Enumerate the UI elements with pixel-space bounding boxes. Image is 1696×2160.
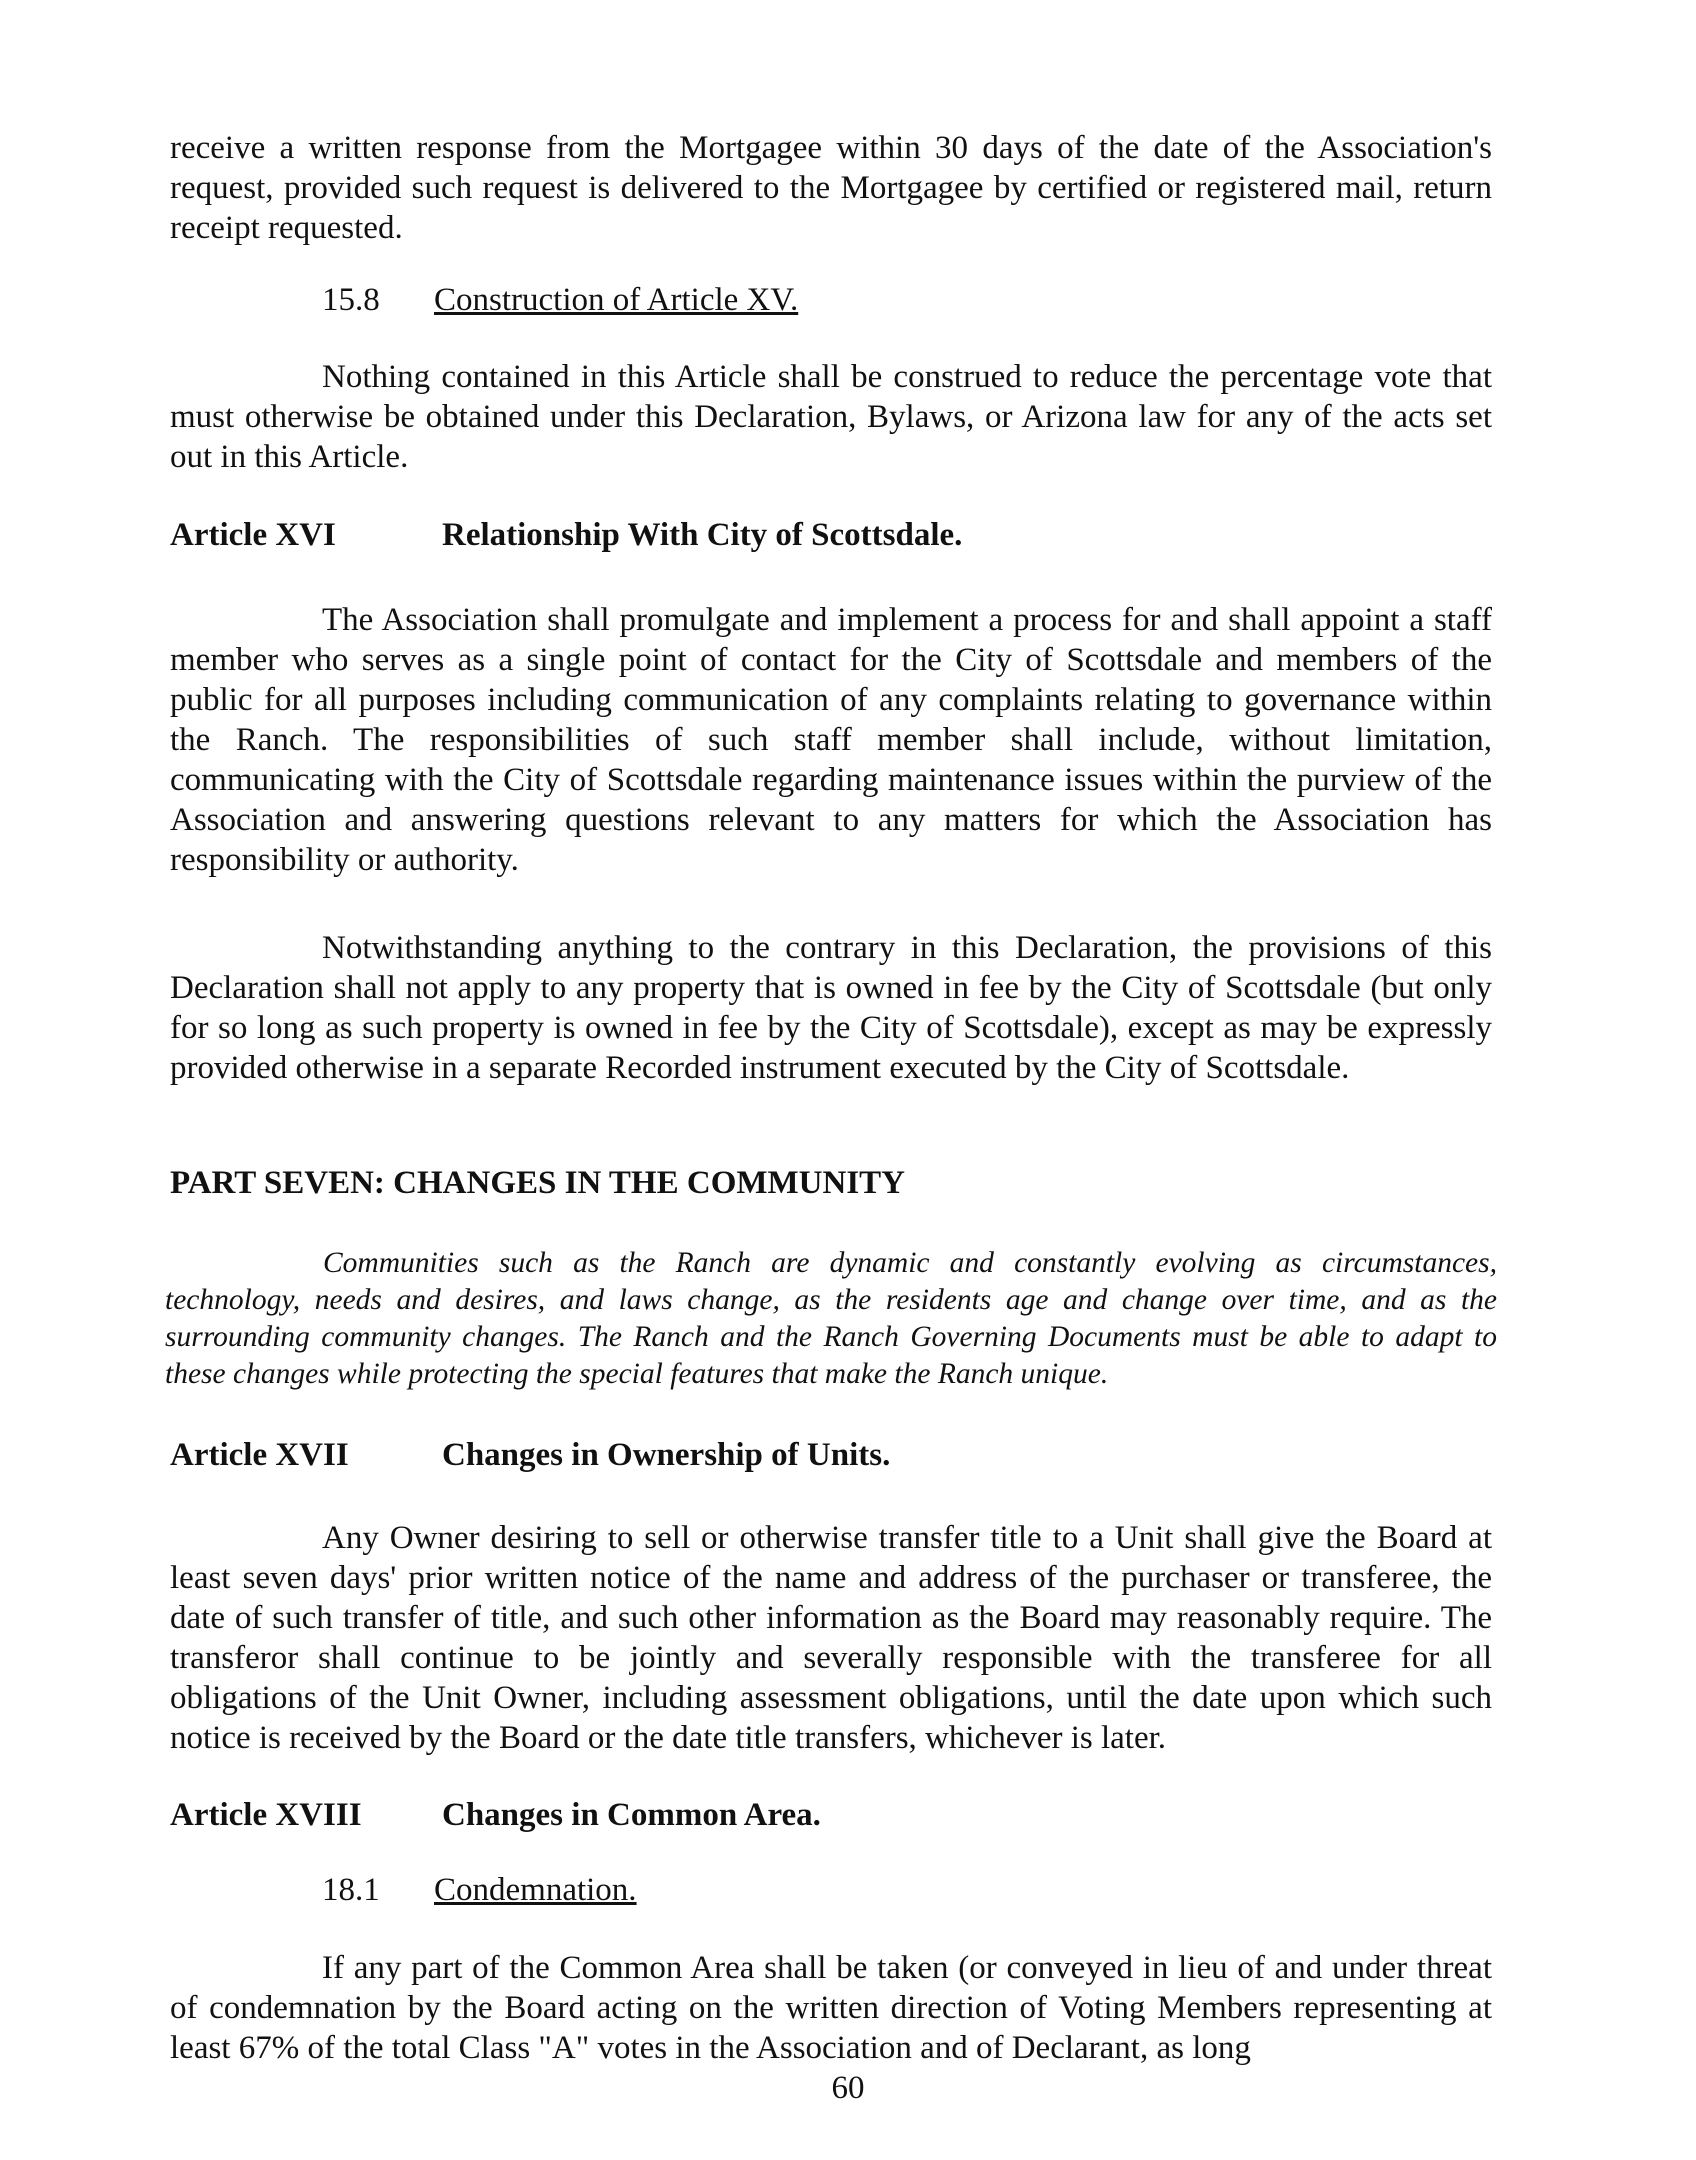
section-18-1-body: If any part of the Common Area shall be taken (or conveyed in lieu of and under threat of condemnation by the Board acting on the written direction of Voting Members representing at least 67% of the total Class "A" votes in the Association and of Declarant, as long bbox=[170, 1950, 1492, 2066]
article-xvi-paragraph-1: The Association shall promulgate and implement a process for and shall appoint a staff member who serves as a single point of contact for the City of Scottsdale and members of the public for all purposes including communication of any complaints relating to governance within the Ranch. The responsibilities of such staff member shall include, without limitation, communicating with the City of Scottsdale regarding maintenance issues within the purview of the Association and answering questions relevant to any matters for which the Association has responsibility or authority. bbox=[170, 602, 1492, 878]
section-number: 18.1 bbox=[322, 1872, 380, 1908]
section-18-1-heading bbox=[322, 1870, 637, 1910]
section-15-8-body: Nothing contained in this Article shall be construed to reduce the percentage vote that must otherwise be obtained under this Declaration, Bylaws, or Arizona law for any of the acts set out in this Article. bbox=[170, 359, 1492, 475]
article-title: Changes in Ownership of Units. bbox=[442, 1437, 891, 1473]
article-xvi-heading bbox=[170, 515, 962, 555]
section-15-8-heading bbox=[322, 280, 798, 320]
intro-paragraph: receive a written response from the Mortgagee within 30 days of the date of the Association's request, provided such request is delivered to the Mortgagee by certified or registered mail, return receipt requested. bbox=[170, 130, 1492, 246]
article-xviii-heading bbox=[170, 1795, 821, 1835]
article-label: Article XVIII bbox=[170, 1797, 362, 1833]
article-xvi-paragraph-2: Notwithstanding anything to the contrary in this Declaration, the provisions of this Declaration shall not apply to any property that is owned in fee by the City of Scottsdale (but only for so long as such property is owned in fee by the City of Scottsdale), except as may be expressly provided otherwise in a separate Recorded instrument executed by the City of Scottsdale. bbox=[170, 930, 1492, 1086]
article-xvii-body: Any Owner desiring to sell or otherwise transfer title to a Unit shall give the Board at least seven days' prior written notice of the name and address of the purchaser or transferee, the date of such transfer of title, and such other information as the Board may reasonably require. The transferor shall continue to be jointly and severally responsible with the transferee for all obligations of the Unit Owner, including assessment obligations, until the date upon which such notice is received by the Board or the date title transfers, whichever is later. bbox=[170, 1520, 1492, 1756]
article-xvii-heading bbox=[170, 1435, 890, 1475]
page-number: 60 bbox=[831, 2070, 865, 2106]
section-number: 15.8 bbox=[322, 282, 380, 318]
article-label: Article XVII bbox=[170, 1437, 349, 1473]
section-title: Condemnation. bbox=[434, 1872, 637, 1908]
section-title: Construction of Article XV. bbox=[434, 282, 799, 318]
part-seven-heading: PART SEVEN: CHANGES IN THE COMMUNITY bbox=[170, 1165, 906, 1201]
article-title: Changes in Common Area. bbox=[442, 1797, 821, 1833]
article-title: Relationship With City of Scottsdale. bbox=[442, 517, 963, 553]
part-seven-intro: Communities such as the Ranch are dynamic and constantly evolving as circumstances, technology, needs and desires, and laws change, as the residents age and change over time, and as the surrounding community changes. The Ranch and the Ranch Governing Documents must be able to adapt to these changes while protecting the special features that make the Ranch unique. bbox=[165, 1247, 1497, 1390]
article-label: Article XVI bbox=[170, 517, 336, 553]
